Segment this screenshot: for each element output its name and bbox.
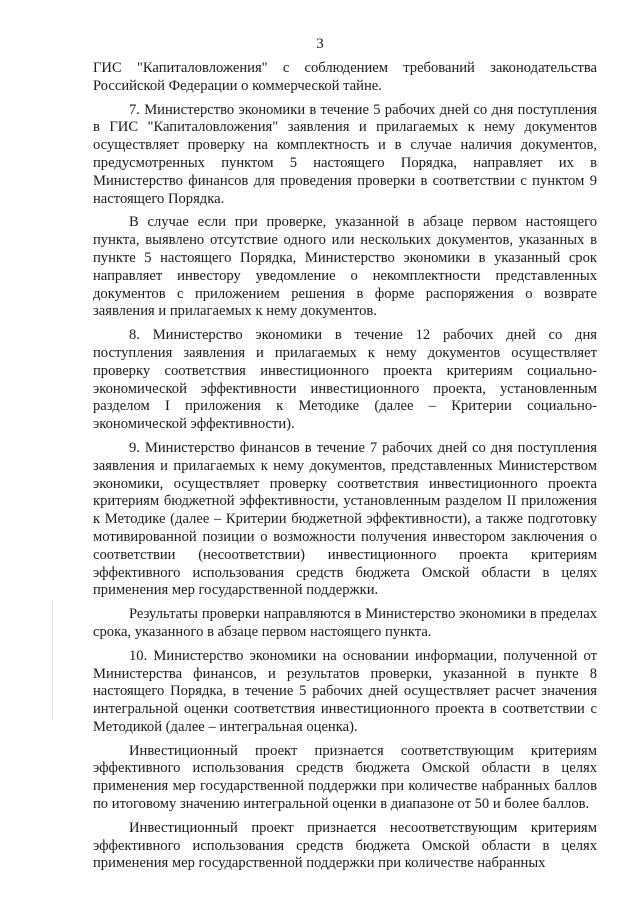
paragraph-item-7-incomplete-docs: В случае если при проверке, указанной в абзаце первом настоящего пункта, выявлено отсутствие одного или нескольких документов, указанных в пункте 5 настоящего Порядка, Министерство экономики в указанный срок направляет инвестору уведомление о некомплектности представленных документов с приложением решения в форме распоряжения о возврате заявления и прилагаемых к нему документов.	[93, 214, 597, 320]
scan-margin-mark	[52, 600, 53, 720]
paragraph-project-noncompliant: Инвестиционный проект признается несоответствующим критериям эффективного использования средств бюджета Омской области в целях применения мер государственной поддержки при количестве набранных	[93, 819, 597, 872]
paragraph-item-9-results: Результаты проверки направляются в Министерство экономики в пределах срока, указанного в абзаце первом настоящего пункта.	[93, 606, 597, 640]
paragraph-item-9: 9. Министерство финансов в течение 7 рабочих дней со дня поступления заявления и прилагаемых к нему документов, представленных Министерством экономики, осуществляет проверку соответствия инвестиционного проекта критериям бюджетной эффективности, установленным разделом II приложения к Методике (далее – Критерии бюджетной эффективности), а также подготовку мотивированной позиции о возможности получения инвестором заключения о соответствии (несоответствии) инвестиционного проекта критериям эффективного использования средств бюджета Омской области в целях применения мер государственной поддержки.	[93, 439, 597, 599]
paragraph-continuation: ГИС "Капиталовложения" с соблюдением требований законодательства Российской Федерации о коммерческой тайне.	[93, 60, 597, 94]
document-body	[93, 60, 597, 879]
paragraph-item-7: 7. Министерство экономики в течение 5 рабочих дней со дня поступления в ГИС "Капиталовложения" заявления и прилагаемых к нему документов осуществляет проверку на комплектность и в случае наличия документов, предусмотренных пунктом 5 настоящего Порядка, направляет их в Министерство финансов для проведения проверки в соответствии с пунктом 9 настоящего Порядка.	[93, 101, 597, 207]
page-number: 3	[316, 36, 324, 52]
paragraph-project-compliant: Инвестиционный проект признается соответствующим критериям эффективного использования средств бюджета Омской области в целях применения мер государственной поддержки при количестве набранных баллов по итоговому значению интегральной оценки в диапазоне от 50 и более баллов.	[93, 742, 597, 813]
paragraph-item-8: 8. Министерство экономики в течение 12 рабочих дней со дня поступления заявления и прилагаемых к нему документов осуществляет проверку соответствия инвестиционного проекта критериям социально-экономической эффективности инвестиционного проекта, установленным разделом I приложения к Методике (далее – Критерии социально-экономической эффективности).	[93, 327, 597, 433]
paragraph-item-10: 10. Министерство экономики на основании информации, полученной от Министерства финансов, и результатов проверки, указанной в пункте 8 настоящего Порядка, в течение 5 рабочих дней осуществляет расчет значения интегральной оценки соответствия инвестиционного проекта в соответствии с Методикой (далее – интегральная оценка).	[93, 647, 597, 735]
